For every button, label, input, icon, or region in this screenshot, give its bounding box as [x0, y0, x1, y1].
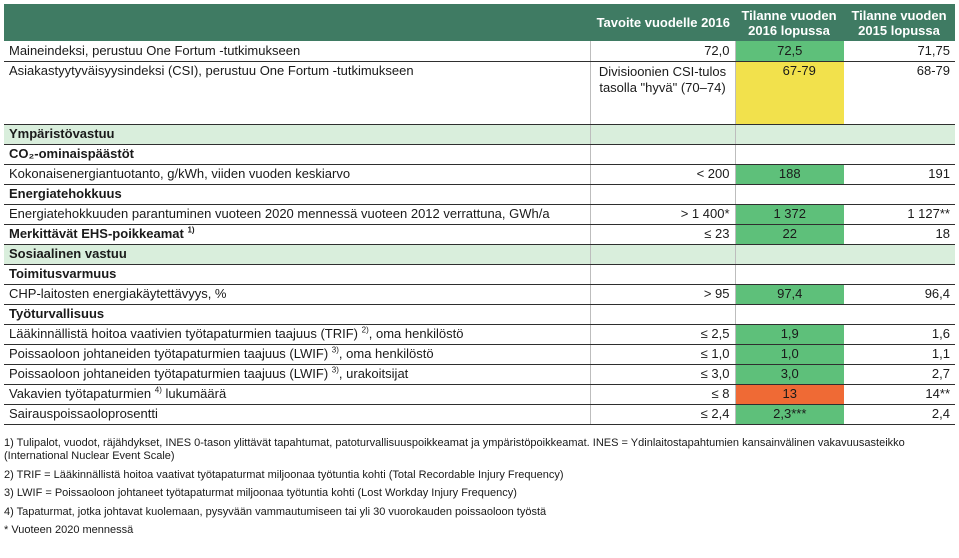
row-label-suffix: lukumäärä [161, 386, 227, 401]
row-label-suffix: , oma henkilöstö [368, 326, 464, 341]
row-label: Sairauspoissaoloprosentti [4, 404, 590, 424]
section-title: Ympäristövastuu [4, 124, 590, 144]
table-row [4, 224, 955, 244]
row-label: Asiakastyytyväisyysindeksi (CSI), perustuu One Fortum -tutkimukseen [4, 61, 590, 124]
subheading-title: Työturvallisuus [4, 304, 590, 324]
footnote-2: 2) TRIF = Lääkinnällistä hoitoa vaativat työtapaturmat miljoonaa työtuntia kohti (Total Recordable Injury Frequency) [4, 468, 564, 481]
row-label [4, 384, 590, 404]
status-2016-value: 13 [735, 384, 844, 404]
target-value: ≤ 23 [590, 224, 735, 244]
subheading-row [4, 264, 955, 284]
sustainability-targets [4, 4, 955, 543]
row-label-suffix: , urakoitsijat [338, 366, 409, 381]
header-target: Tavoite vuodelle 2016 [590, 4, 735, 41]
table-row [4, 164, 955, 184]
footnote-ref: 4) [154, 385, 162, 395]
footnote-ref: 1) [187, 225, 195, 235]
target-value: ≤ 1,0 [590, 344, 735, 364]
target-value: Divisioonien CSI-tulos tasolla "hyvä" (70–74) [590, 61, 735, 124]
target-value: > 1 400* [590, 204, 735, 224]
row-label [4, 224, 590, 244]
status-2015-value: 68-79 [844, 61, 955, 124]
row-label-text: Poissaoloon johtaneiden työtapaturmien taajuus (LWIF) [9, 366, 329, 381]
table-row [4, 324, 955, 344]
target-value: > 95 [590, 284, 735, 304]
status-2015-value: 2,7 [844, 364, 955, 384]
status-2015-value: 1,6 [844, 324, 955, 344]
status-2015-value: 14** [844, 384, 955, 404]
table-row [4, 364, 955, 384]
table-row [4, 41, 955, 61]
targets-table [4, 4, 955, 425]
target-value: ≤ 2,5 [590, 324, 735, 344]
subheading-title: CO₂-ominaispäästöt [4, 144, 590, 164]
status-2016-value: 1,9 [735, 324, 844, 344]
status-2015-value: 71,75 [844, 41, 955, 61]
status-2015-value: 96,4 [844, 284, 955, 304]
row-label-text: Merkittävät EHS-poikkeamat [9, 226, 184, 241]
table-row [4, 384, 955, 404]
status-2015-value: 191 [844, 164, 955, 184]
footnote-ref: 3) [331, 345, 339, 355]
table-row [4, 344, 955, 364]
status-2015-value: 2,4 [844, 404, 955, 424]
table-row [4, 284, 955, 304]
row-label: CHP-laitosten energiakäytettävyys, % [4, 284, 590, 304]
row-label-text: Vakavien työtapaturmien [9, 386, 152, 401]
status-2016-value: 3,0 [735, 364, 844, 384]
target-value: 72,0 [590, 41, 735, 61]
target-value: < 200 [590, 164, 735, 184]
section-row [4, 244, 955, 264]
table-row [4, 61, 955, 124]
section-row [4, 124, 955, 144]
status-2016-value: 2,3*** [735, 404, 844, 424]
table-header-row [4, 4, 955, 41]
footnote-3: 3) LWIF = Poissaoloon johtaneet työtapaturmat miljoonaa työtuntia kohti (Lost Workday Injury Frequency) [4, 487, 517, 499]
subheading-title: Toimitusvarmuus [4, 264, 590, 284]
status-2016-value: 72,5 [735, 41, 844, 61]
footnote-1: 1) Tulipalot, vuodot, räjähdykset, INES 0-tason ylittävät tapahtumat, patoturvallisuuspoikkeamat ja ympäristöpoikkeamat. INES = Ydinlaitostapahtumien kansainvälinen vakavuusasteikko (International Nuclear Event Scale) [4, 436, 905, 462]
status-2016-value: 67-79 [735, 61, 844, 124]
target-value: ≤ 3,0 [590, 364, 735, 384]
row-label [4, 344, 590, 364]
target-value: ≤ 8 [590, 384, 735, 404]
row-label-text: Lääkinnällistä hoitoa vaativien työtapaturmien taajuus (TRIF) [9, 326, 359, 341]
header-status-2015: Tilanne vuoden 2015 lopussa [844, 4, 955, 41]
status-2016-value: 1 372 [735, 204, 844, 224]
status-2015-value: 18 [844, 224, 955, 244]
row-label: Energiatehokkuuden parantuminen vuoteen 2020 mennessä vuoteen 2012 verrattuna, GWh/a [4, 204, 590, 224]
subheading-row [4, 304, 955, 324]
status-2016-value: 188 [735, 164, 844, 184]
table-row [4, 204, 955, 224]
row-label-suffix: , oma henkilöstö [338, 346, 434, 361]
status-2016-value: 22 [735, 224, 844, 244]
footnote-star: * Vuoteen 2020 mennessä [4, 524, 134, 536]
row-label: Kokonaisenergiantuotanto, g/kWh, viiden vuoden keskiarvo [4, 164, 590, 184]
footnote-ref: 3) [331, 365, 339, 375]
status-2016-value: 1,0 [735, 344, 844, 364]
subheading-row [4, 184, 955, 204]
row-label [4, 364, 590, 384]
header-label-column [4, 4, 590, 41]
section-title: Sosiaalinen vastuu [4, 244, 590, 264]
footnote-ref: 2) [361, 325, 369, 335]
target-value: ≤ 2,4 [590, 404, 735, 424]
row-label [4, 324, 590, 344]
header-status-2016: Tilanne vuoden 2016 lopussa [735, 4, 844, 41]
row-label: Maineindeksi, perustuu One Fortum -tutkimukseen [4, 41, 590, 61]
subheading-title: Energiatehokkuus [4, 184, 590, 204]
footnotes [4, 437, 955, 538]
status-2015-value: 1,1 [844, 344, 955, 364]
footnote-4: 4) Tapaturmat, jotka johtavat kuolemaan, pysyvään vammautumiseen tai yli 30 vuorokauden poissaoloon työstä [4, 505, 547, 518]
status-2015-value: 1 127** [844, 204, 955, 224]
status-2016-value: 97,4 [735, 284, 844, 304]
table-row [4, 404, 955, 424]
row-label-text: Poissaoloon johtaneiden työtapaturmien taajuus (LWIF) [9, 346, 329, 361]
subheading-row [4, 144, 955, 164]
